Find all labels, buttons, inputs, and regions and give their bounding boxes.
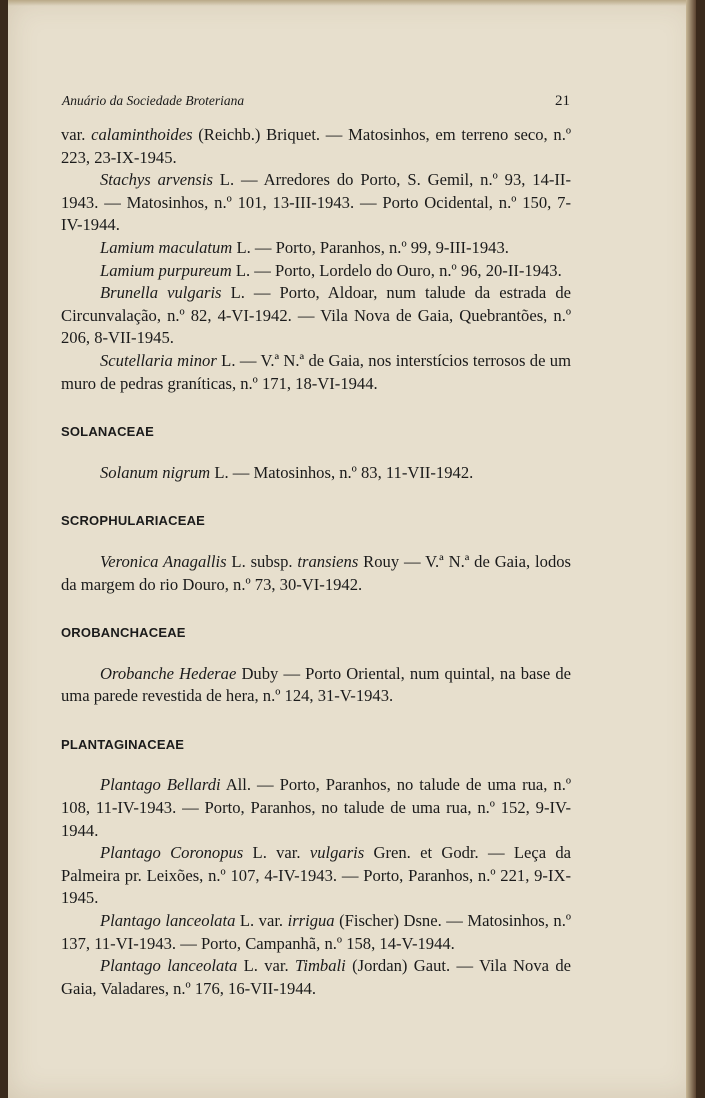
page-number: 21 <box>555 93 570 109</box>
taxon-name: Solanum nigrum <box>100 462 211 482</box>
species-entry <box>61 910 571 955</box>
page-spine-shadow <box>686 0 696 1098</box>
entry-text: (Reichb.) Briquet. — Matosinhos, em terreno seco, n.º 223, 23-IX-1945. <box>61 125 571 167</box>
species-entry <box>61 350 571 395</box>
taxon-name: Lamium purpureum <box>100 260 232 280</box>
taxon-name: vulgaris <box>309 843 365 863</box>
taxon-name: Lamium maculatum <box>100 237 233 257</box>
taxon-name: Plantago lanceolata <box>100 911 236 931</box>
entry-text: var. <box>61 125 92 144</box>
entry-text: L. — Arredores do Porto, S. Gemil, n.º 93, 14-II-1943. — Matosinhos, n.º 101, 13-III-1943. — Porto Ocidental, n.º 150, 7-IV-1944. <box>61 170 571 235</box>
taxon-name: Scutellaria minor <box>100 350 217 370</box>
entry-text: L. — Porto, Aldoar, num talude da estrada de Circunvalação, n.º 82, 4-VI-1942. — Vila Nova de Gaia, Quebrantões, n.º 206, 8-VII-1945. <box>61 283 571 348</box>
entry-text: L. subsp. <box>226 551 298 571</box>
entry-text: L. var. <box>243 843 310 863</box>
species-entry <box>61 842 571 910</box>
page-top-edge <box>8 0 696 6</box>
taxon-name: Brunella vulgaris <box>100 283 222 303</box>
taxon-name: Timbali <box>295 956 346 976</box>
species-entry <box>61 774 571 842</box>
running-header <box>62 93 570 115</box>
entry-text: Gren. et Godr. — Leça da Palmeira pr. Leixões, n.º 107, 4-IV-1943. — Porto, Paranhos, n.º 221, 9-IX-1945. <box>61 843 572 908</box>
entry-text: L. var. <box>235 911 288 931</box>
page-body <box>61 124 571 1000</box>
species-entry <box>61 124 571 169</box>
entry-text: L. — Porto, Paranhos, n.º 99, 9-III-1943. <box>232 237 509 257</box>
family-heading: OROBANCHACEAE <box>61 625 186 641</box>
entry-text: L. — V.ª N.ª de Gaia, nos interstícios terrosos de um muro de pedras graníticas, n.º 171, 18-VI-1944. <box>61 350 571 393</box>
species-entry <box>61 282 571 350</box>
entry-text: (Fischer) Dsne. — Matosinhos, n.º 137, 11-VI-1943. — Porto, Campanhã, n.º 158, 14-V-1944. <box>61 911 571 953</box>
species-entry <box>61 462 571 485</box>
entry-text: L. var. <box>237 956 296 976</box>
taxon-name: Plantago lanceolata <box>100 956 238 976</box>
entry-text: L. — Porto, Lordelo do Ouro, n.º 96, 20-II-1943. <box>231 260 562 280</box>
entry-text: Rouy — V.ª N.ª de Gaia, lodos da margem do rio Douro, n.º 73, 30-VI-1942. <box>61 551 571 594</box>
taxon-name: Plantago Coronopus <box>100 843 244 863</box>
species-entry <box>61 237 571 260</box>
taxon-name: calaminthoides <box>91 125 193 144</box>
species-entry <box>61 551 571 596</box>
taxon-name: Plantago Bellardi <box>100 775 221 795</box>
taxon-name: transiens <box>297 551 359 571</box>
species-entry <box>61 169 571 237</box>
species-entry <box>61 260 571 283</box>
taxon-name: Orobanche Hederae <box>100 663 237 683</box>
family-heading: SCROPHULARIACEAE <box>61 513 206 529</box>
family-heading: PLANTAGINACEAE <box>61 736 185 752</box>
family-heading: SOLANACEAE <box>61 424 155 440</box>
entry-text: All. — Porto, Paranhos, no talude de uma rua, n.º 108, 11-IV-1943. — Porto, Paranhos, no talude de uma rua, n.º 152, 9-IV-1944. <box>61 775 571 840</box>
entry-text: (Jordan) Gaut. — Vila Nova de Gaia, Valadares, n.º 176, 16-VII-1944. <box>61 956 572 998</box>
taxon-name: irrigua <box>287 911 335 931</box>
entry-text: L. — Matosinhos, n.º 83, 11-VII-1942. <box>210 462 474 482</box>
species-entry <box>61 955 571 1000</box>
entry-text: Duby — Porto Oriental, num quintal, na base de uma parede revestida de hera, n.º 124, 31-V-1943. <box>61 663 571 706</box>
species-entry <box>61 663 571 708</box>
taxon-name: Stachys arvensis <box>100 170 213 190</box>
taxon-name: Veronica Anagallis <box>100 551 227 571</box>
book-page <box>8 0 696 1098</box>
journal-title: Anuário da Sociedade Broteriana <box>62 93 245 108</box>
